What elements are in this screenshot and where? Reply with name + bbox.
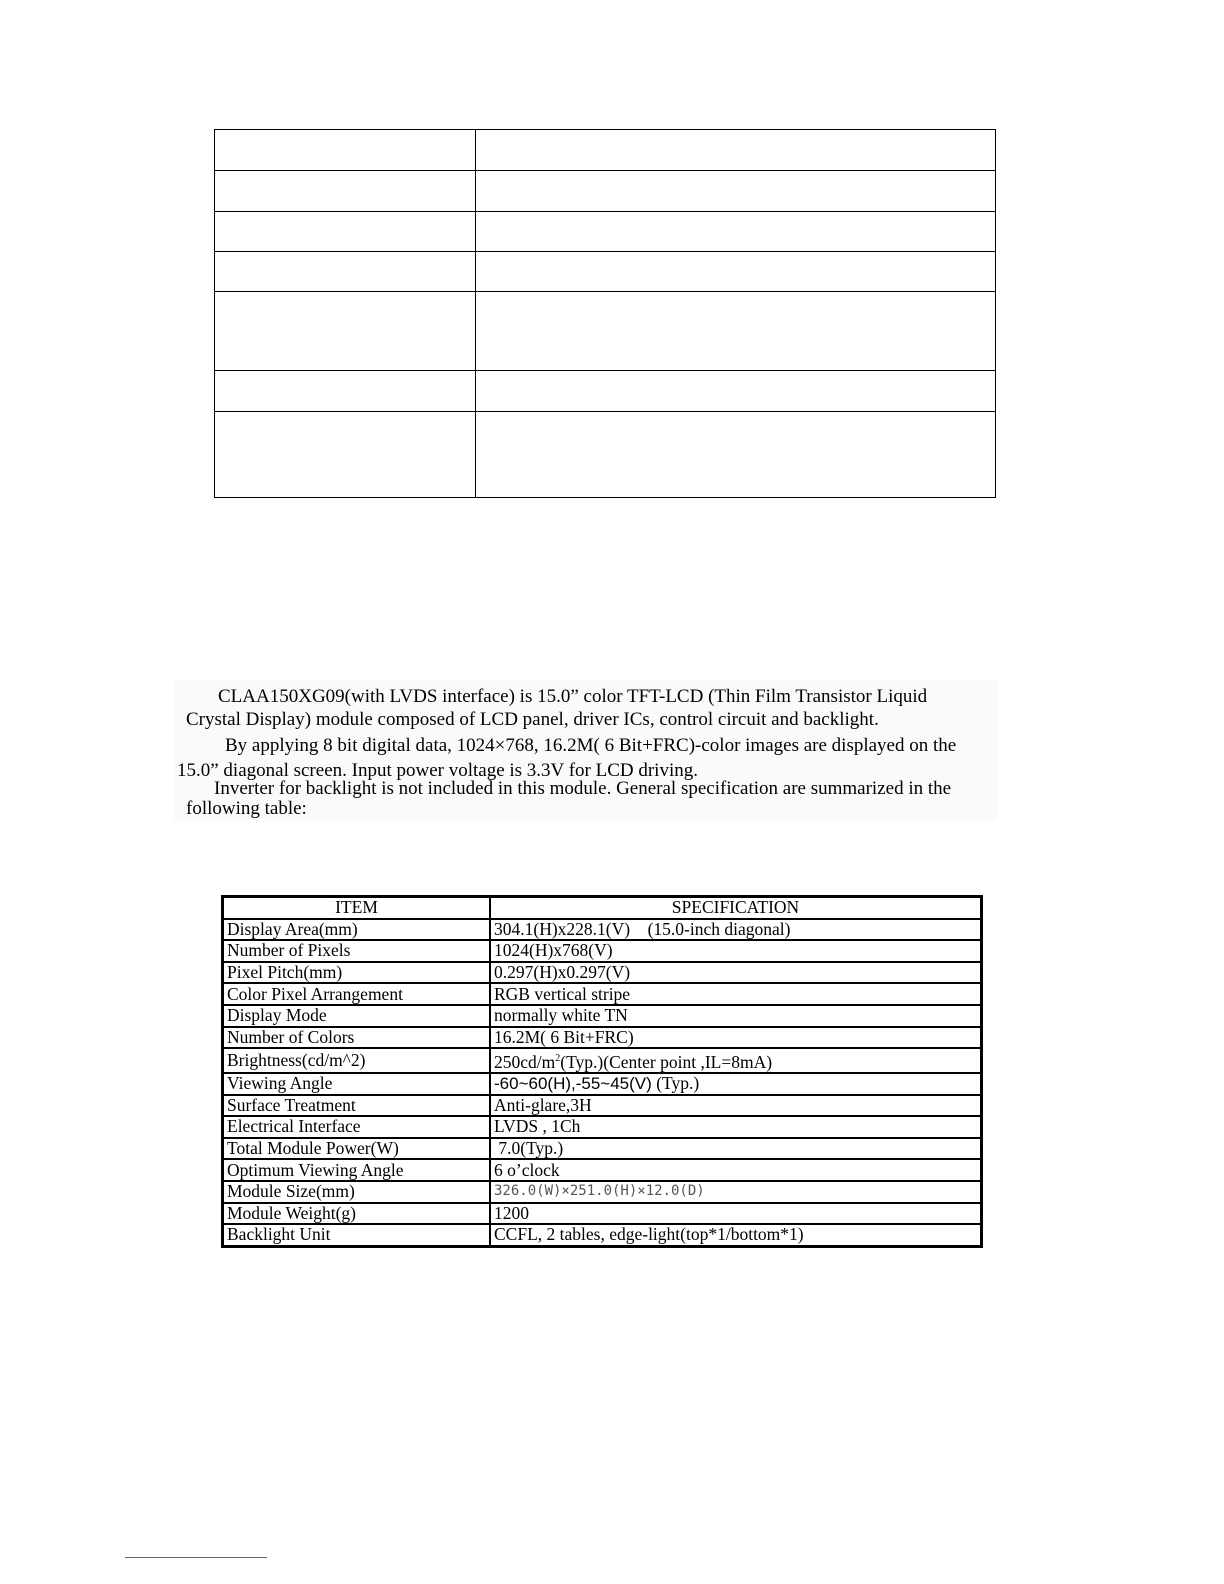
spec-cell: 16.2M( 6 Bit+FRC) <box>490 1027 982 1049</box>
table-row <box>223 1203 982 1225</box>
table-row <box>223 1138 982 1160</box>
item-cell: Color Pixel Arrangement <box>223 983 491 1005</box>
intro-line: Inverter for backlight is not included in this module. General specification are summarized in the <box>214 778 952 799</box>
spec-cell: LVDS , 1Ch <box>490 1116 982 1138</box>
item-cell: Module Weight(g) <box>223 1203 491 1225</box>
spec-text: (Typ.) <box>651 1073 700 1094</box>
table-row <box>215 252 996 292</box>
table-row <box>215 171 996 212</box>
item-cell: Module Size(mm) <box>223 1181 491 1203</box>
table-row <box>223 1095 982 1117</box>
table-row <box>215 412 996 498</box>
spec-cell: 304.1(H)x228.1(V) (15.0-inch diagonal) <box>490 919 982 941</box>
item-cell: Number of Pixels <box>223 940 491 962</box>
item-cell: Display Mode <box>223 1005 491 1027</box>
spec-cell: normally white TN <box>490 1005 982 1027</box>
spec-cell: 1200 <box>490 1203 982 1225</box>
item-cell: Viewing Angle <box>223 1073 491 1095</box>
spec-cell <box>490 1073 982 1095</box>
spec-cell <box>490 1048 982 1073</box>
superscript: 2 <box>555 1053 561 1065</box>
item-cell: Display Area(mm) <box>223 919 491 941</box>
table-row <box>223 1181 982 1203</box>
item-cell: Surface Treatment <box>223 1095 491 1117</box>
specification-table <box>221 895 983 1248</box>
item-cell: Total Module Power(W) <box>223 1138 491 1160</box>
item-cell: Backlight Unit <box>223 1224 491 1246</box>
table-row <box>215 292 996 371</box>
spec-column-header: SPECIFICATION <box>490 897 982 919</box>
spec-cell: 6 o’clock <box>490 1159 982 1181</box>
table-row <box>223 962 982 984</box>
item-cell: Electrical Interface <box>223 1116 491 1138</box>
intro-line: following table: <box>186 798 307 819</box>
spec-cell: 326.0(W)×251.0(H)×12.0(D) <box>490 1181 982 1203</box>
table-row <box>215 371 996 412</box>
intro-line: Crystal Display) module composed of LCD panel, driver ICs, control circuit and backlight. <box>186 709 879 730</box>
spec-cell: 7.0(Typ.) <box>490 1138 982 1160</box>
item-cell: Optimum Viewing Angle <box>223 1159 491 1181</box>
table-header-row <box>223 897 982 919</box>
spec-cell: Anti-glare,3H <box>490 1095 982 1117</box>
table-row <box>223 1073 982 1095</box>
table-row <box>223 1005 982 1027</box>
table-row <box>223 1027 982 1049</box>
intro-line: 15.0” diagonal screen. Input power voltage is 3.3V for LCD driving. <box>177 760 698 781</box>
table-row <box>223 1159 982 1181</box>
table-row <box>215 130 996 171</box>
empty-info-table <box>214 129 996 498</box>
intro-paragraph <box>174 680 998 820</box>
item-cell: Pixel Pitch(mm) <box>223 962 491 984</box>
footnote-separator <box>125 1557 267 1558</box>
table-row <box>223 983 982 1005</box>
spec-cell: CCFL, 2 tables, edge-light(top*1/bottom*1) <box>490 1224 982 1246</box>
table-row <box>223 1048 982 1073</box>
spec-text: (Typ.)(Center point ,IL=8mA) <box>560 1051 773 1072</box>
spec-cell: 1024(H)x768(V) <box>490 940 982 962</box>
spec-text: 250cd/m <box>494 1051 556 1072</box>
table-row <box>215 212 996 252</box>
spec-cell: 0.297(H)x0.297(V) <box>490 962 982 984</box>
item-cell: Number of Colors <box>223 1027 491 1049</box>
intro-line: By applying 8 bit digital data, 1024×768, 16.2M( 6 Bit+FRC)-color images are displayed on the <box>225 735 957 756</box>
table-row <box>223 1116 982 1138</box>
table-row <box>223 1224 982 1246</box>
item-column-header: ITEM <box>223 897 491 919</box>
spec-text: -60~60(H),-55~45(V) <box>494 1074 652 1094</box>
spec-cell: RGB vertical stripe <box>490 983 982 1005</box>
table-row <box>223 940 982 962</box>
item-cell: Brightness(cd/m^2) <box>223 1048 491 1073</box>
intro-line: CLAA150XG09(with LVDS interface) is 15.0” color TFT-LCD (Thin Film Transistor Liquid <box>218 686 928 707</box>
table-row <box>223 919 982 941</box>
